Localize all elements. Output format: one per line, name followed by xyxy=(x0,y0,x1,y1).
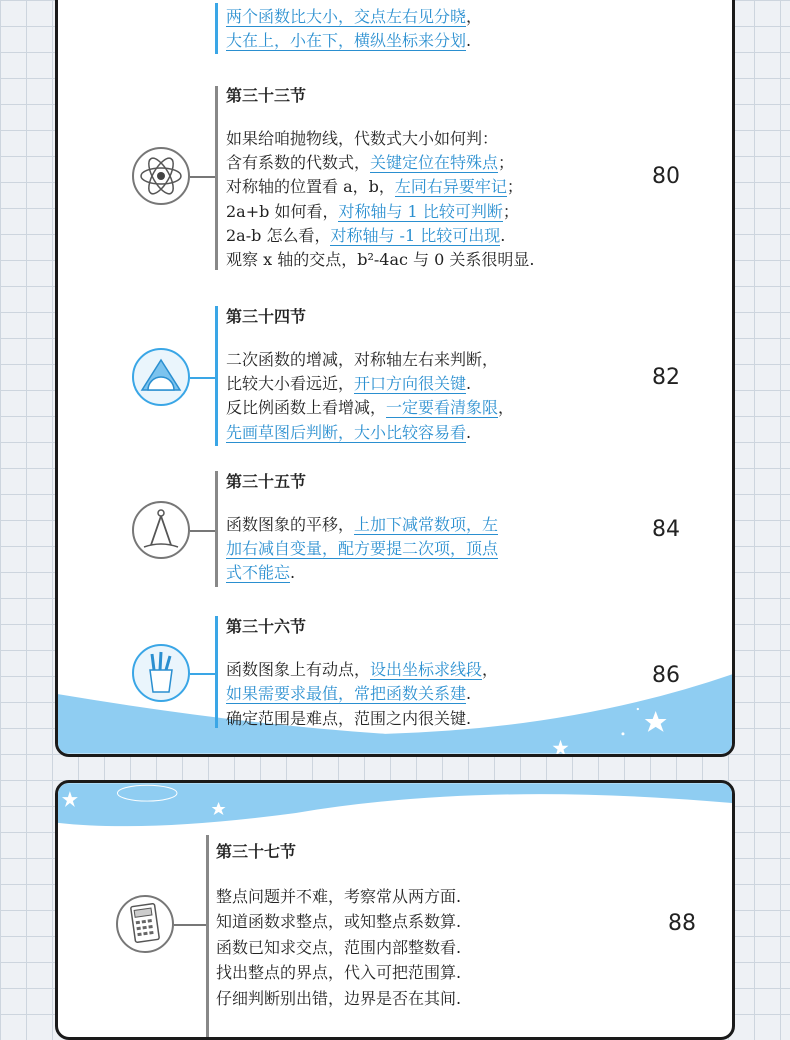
section-37-bar xyxy=(206,835,209,1040)
section-35-line-1: 函数图象的平移，上加下减常数项，左 xyxy=(226,515,499,534)
compass-icon xyxy=(132,501,190,559)
connector-line xyxy=(174,924,206,926)
section-32-line-2: 大在上，小在下，横纵坐标来分划. xyxy=(226,31,472,50)
section-title: 第三十七节 xyxy=(216,842,297,861)
section-32-line-1: 两个函数比大小，交点左右见分晓， xyxy=(226,7,483,26)
section-37-line-3: 函数已知求交点，范围内部整数看. xyxy=(216,938,462,957)
page-number: 84 xyxy=(652,517,680,542)
connector-line xyxy=(190,673,215,675)
calculator-icon xyxy=(116,895,174,953)
page-number: 88 xyxy=(668,911,696,936)
section-33-bar xyxy=(215,86,218,270)
section-33-line-3: 对称轴的位置看 a，b，左同右异要牢记； xyxy=(226,177,523,196)
section-33-line-2: 含有系数的代数式，关键定位在特殊点； xyxy=(226,153,515,172)
section-title: 第三十三节 xyxy=(226,86,307,105)
connector-line xyxy=(190,377,215,379)
section-37-line-2: 知道函数求整点，或知整点系数算. xyxy=(216,912,462,931)
section-34-line-2: 比较大小看远近，开口方向很关键. xyxy=(226,374,472,393)
atom-icon xyxy=(132,147,190,205)
section-34-line-3: 反比例函数上看增减，一定要看清象限， xyxy=(226,398,515,417)
section-36-line-1: 函数图象上有动点，设出坐标求线段， xyxy=(226,660,499,679)
section-title: 第三十四节 xyxy=(226,307,307,326)
connector-line xyxy=(190,176,215,178)
content-card-1 xyxy=(55,0,735,757)
section-34-line-1: 二次函数的增减，对称轴左右来判断， xyxy=(226,350,499,369)
protractor-icon xyxy=(132,348,190,406)
page-number: 86 xyxy=(652,663,680,688)
section-37-line-4: 找出整点的界点，代入可把范围算. xyxy=(216,963,462,982)
section-title: 第三十六节 xyxy=(226,617,307,636)
section-32-bar xyxy=(215,3,218,54)
section-36-line-2: 如果需要求最值，常把函数关系建. xyxy=(226,684,472,703)
content-card-2 xyxy=(55,780,735,1040)
section-34-bar xyxy=(215,306,218,446)
section-34-line-4: 先画草图后判断，大小比较容易看. xyxy=(226,423,472,442)
section-36-bar xyxy=(215,616,218,728)
section-35-bar xyxy=(215,471,218,587)
section-33-line-6: 观察 x 轴的交点，b²-4ac 与 0 关系很明显. xyxy=(226,250,535,269)
section-33-line-1: 如果给咱抛物线，代数式大小如何判： xyxy=(226,129,499,148)
page-number: 80 xyxy=(652,164,680,189)
page-number: 82 xyxy=(652,365,680,390)
top-wave-decoration xyxy=(58,783,732,833)
section-33-line-5: 2a-b 怎么看，对称轴与 -1 比较可出现. xyxy=(226,226,506,245)
section-37-line-5: 仔细判断别出错，边界是否在其间. xyxy=(216,989,462,1008)
section-35-line-3: 式不能忘. xyxy=(226,563,296,582)
section-title: 第三十五节 xyxy=(226,472,307,491)
section-37-line-1: 整点问题并不难，考察常从两方面. xyxy=(216,887,462,906)
section-35-line-2: 加右减自变量，配方要提二次项，顶点 xyxy=(226,539,499,558)
pencil-cup-icon xyxy=(132,644,190,702)
connector-line xyxy=(190,530,215,532)
section-33-line-4: 2a+b 如何看，对称轴与 1 比较可判断； xyxy=(226,202,519,221)
section-36-line-3: 确定范围是难点，范围之内很关键. xyxy=(226,709,472,728)
